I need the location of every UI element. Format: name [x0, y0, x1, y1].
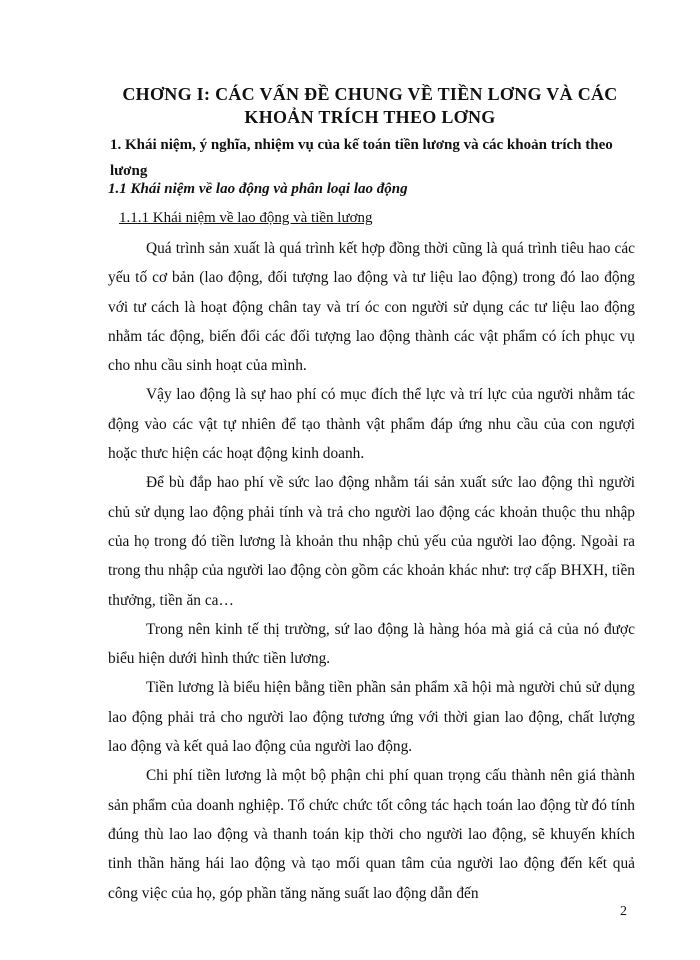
subsubsection-heading: 1.1.1 Khái niệm về lao động và tiền lương [119, 210, 373, 226]
subsection-heading: 1.1 Khái niệm về lao động và phân loại lao động [108, 181, 408, 197]
paragraph: Trong nên kinh tế thị trường, sứ lao động là hàng hóa mà giá cả của nó được biểu hiện dưới hình thức tiền lương. [108, 620, 635, 668]
paragraph: Để bù đắp hao phí về sức lao động nhằm tái sản xuất sức lao động thì người chủ sử dụng lao động phải tính và trả cho người lao động các khoản thuộc thu nhập của họ trong đó tiền lương là khoản thu nhập chủ yếu của người lao động. Ngoài ra trong thu nhập của người lao động còn gồm các khoản khác như: trợ cấp BHXH, tiền thưởng, tiền ăn ca… [108, 474, 635, 609]
paragraph: Chi phí tiền lương là một bộ phận chi phí quan trọng cấu thành nên giá thành sản phẩm của doanh nghiệp. Tổ chức chức tốt công tác hạch toán lao động từ đó tính đúng thù lao lao động và thanh toán kịp thời cho người lao động, sẽ khuyến khích tinh thần hăng hái lao động và tạo mối quan tâm của người lao động đến kết quả công việc của họ, góp phần tăng năng suất lao động dẫn đến [108, 767, 635, 902]
section-heading: 1. Khái niệm, ý nghĩa, nhiệm vụ của kế toán tiền lương và các khoản trích theo lương [110, 137, 613, 179]
chapter-title-line1: CHƠNG I: CÁC VẤN ĐỀ CHUNG VỀ TIỀN LƠNG VÀ CÁC [122, 84, 618, 104]
body-text [108, 234, 635, 908]
page-number: 2 [620, 904, 627, 919]
chapter-title-line2: KHOẢN TRÍCH THEO LƠNG [244, 107, 496, 127]
paragraph: Vậy lao động là sự hao phí có mục đích thể lực và trí lực của người nhằm tác động vào các vật tự nhiên để tạo thành vật phẩm đáp ứng nhu cầu của con ngượi hoặc thưc hiện các hoạt động kinh doanh. [108, 386, 635, 463]
paragraph: Tiền lương là biểu hiện bằng tiền phần sản phẩm xã hội mà người chủ sử dụng lao động phải trả cho người lao động tương ứng với thời gian lao động, chất lượng lao động và kết quả lao động của người lao động. [108, 679, 635, 756]
paragraph: Quá trình sản xuất là quá trình kết hợp đồng thời cũng là quá trình tiêu hao các yếu tố cơ bản (lao động, đối tượng lao động và tư liệu lao động) trong đó lao động với tư cách là hoạt động chân tay và trí óc con người sử dụng các tư liệu lao động nhằm tác động, biến đổi các đối tượng lao động thành các vật phẩm có ích phục vụ cho nhu cầu sinh hoạt của mình. [108, 240, 635, 375]
